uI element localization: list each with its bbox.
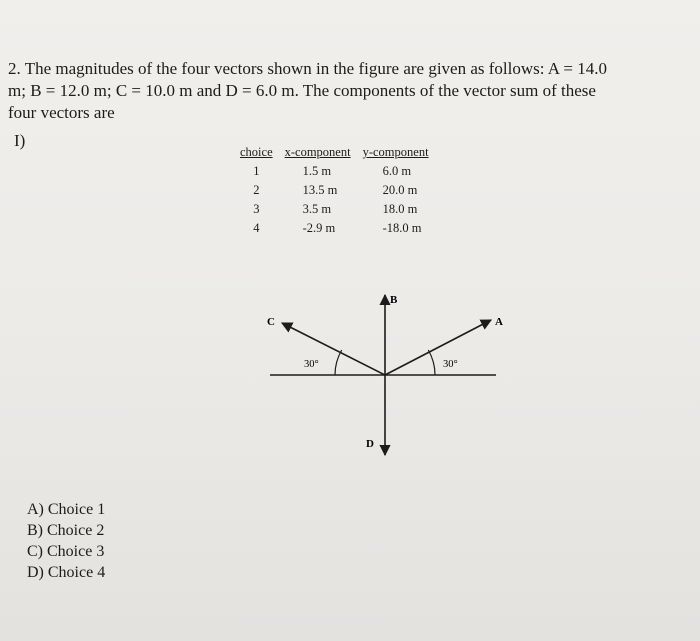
label-b: B bbox=[390, 294, 398, 306]
header-x-component: x-component bbox=[284, 145, 351, 159]
angle-label-right: 30° bbox=[443, 359, 458, 370]
table-header-row bbox=[236, 145, 437, 162]
table-row bbox=[236, 219, 437, 238]
choice-number: 3 bbox=[253, 202, 260, 216]
header-choice: choice bbox=[240, 145, 273, 159]
table-row bbox=[236, 200, 437, 219]
table-row bbox=[236, 181, 437, 200]
y-component-value: -18.0 m bbox=[382, 221, 422, 235]
angle-label-left: 30° bbox=[304, 359, 319, 370]
answer-option-d[interactable]: D) Choice 4 bbox=[27, 564, 106, 581]
angle-arc-left bbox=[335, 350, 342, 375]
y-component-value: 18.0 m bbox=[382, 202, 418, 216]
angle-arc-right bbox=[428, 350, 435, 375]
answer-options bbox=[27, 499, 105, 583]
question-line-3: four vectors are bbox=[8, 103, 115, 122]
label-c: C bbox=[267, 316, 275, 328]
y-component-value: 20.0 m bbox=[382, 183, 418, 197]
answer-option-a[interactable]: A) Choice 1 bbox=[27, 501, 106, 518]
y-component-value: 6.0 m bbox=[382, 164, 412, 178]
label-a: A bbox=[495, 316, 503, 328]
x-component-value: 13.5 m bbox=[302, 183, 338, 197]
question-line-2: m; B = 12.0 m; C = 10.0 m and D = 6.0 m. The components of the vector sum of these bbox=[8, 81, 596, 100]
label-d: D bbox=[366, 438, 374, 450]
choices-table bbox=[236, 145, 437, 238]
x-component-value: 1.5 m bbox=[302, 164, 332, 178]
question-part-label: I) bbox=[14, 131, 26, 150]
answer-option-c[interactable]: C) Choice 3 bbox=[27, 543, 105, 560]
vector-diagram bbox=[260, 285, 510, 470]
choice-number: 1 bbox=[253, 164, 260, 178]
vector-a-arrow bbox=[385, 320, 491, 375]
answer-option-b[interactable]: B) Choice 2 bbox=[27, 522, 105, 539]
x-component-value: -2.9 m bbox=[302, 221, 336, 235]
x-component-value: 3.5 m bbox=[302, 202, 332, 216]
vector-c-arrow bbox=[282, 323, 385, 375]
question-text bbox=[8, 58, 688, 124]
choice-number: 2 bbox=[253, 183, 260, 197]
table-row bbox=[236, 162, 437, 181]
header-y-component: y-component bbox=[362, 145, 429, 159]
choice-number: 4 bbox=[253, 221, 260, 235]
question-line-1: 2. The magnitudes of the four vectors shown in the figure are given as follows: A = 14.0 bbox=[8, 59, 607, 78]
